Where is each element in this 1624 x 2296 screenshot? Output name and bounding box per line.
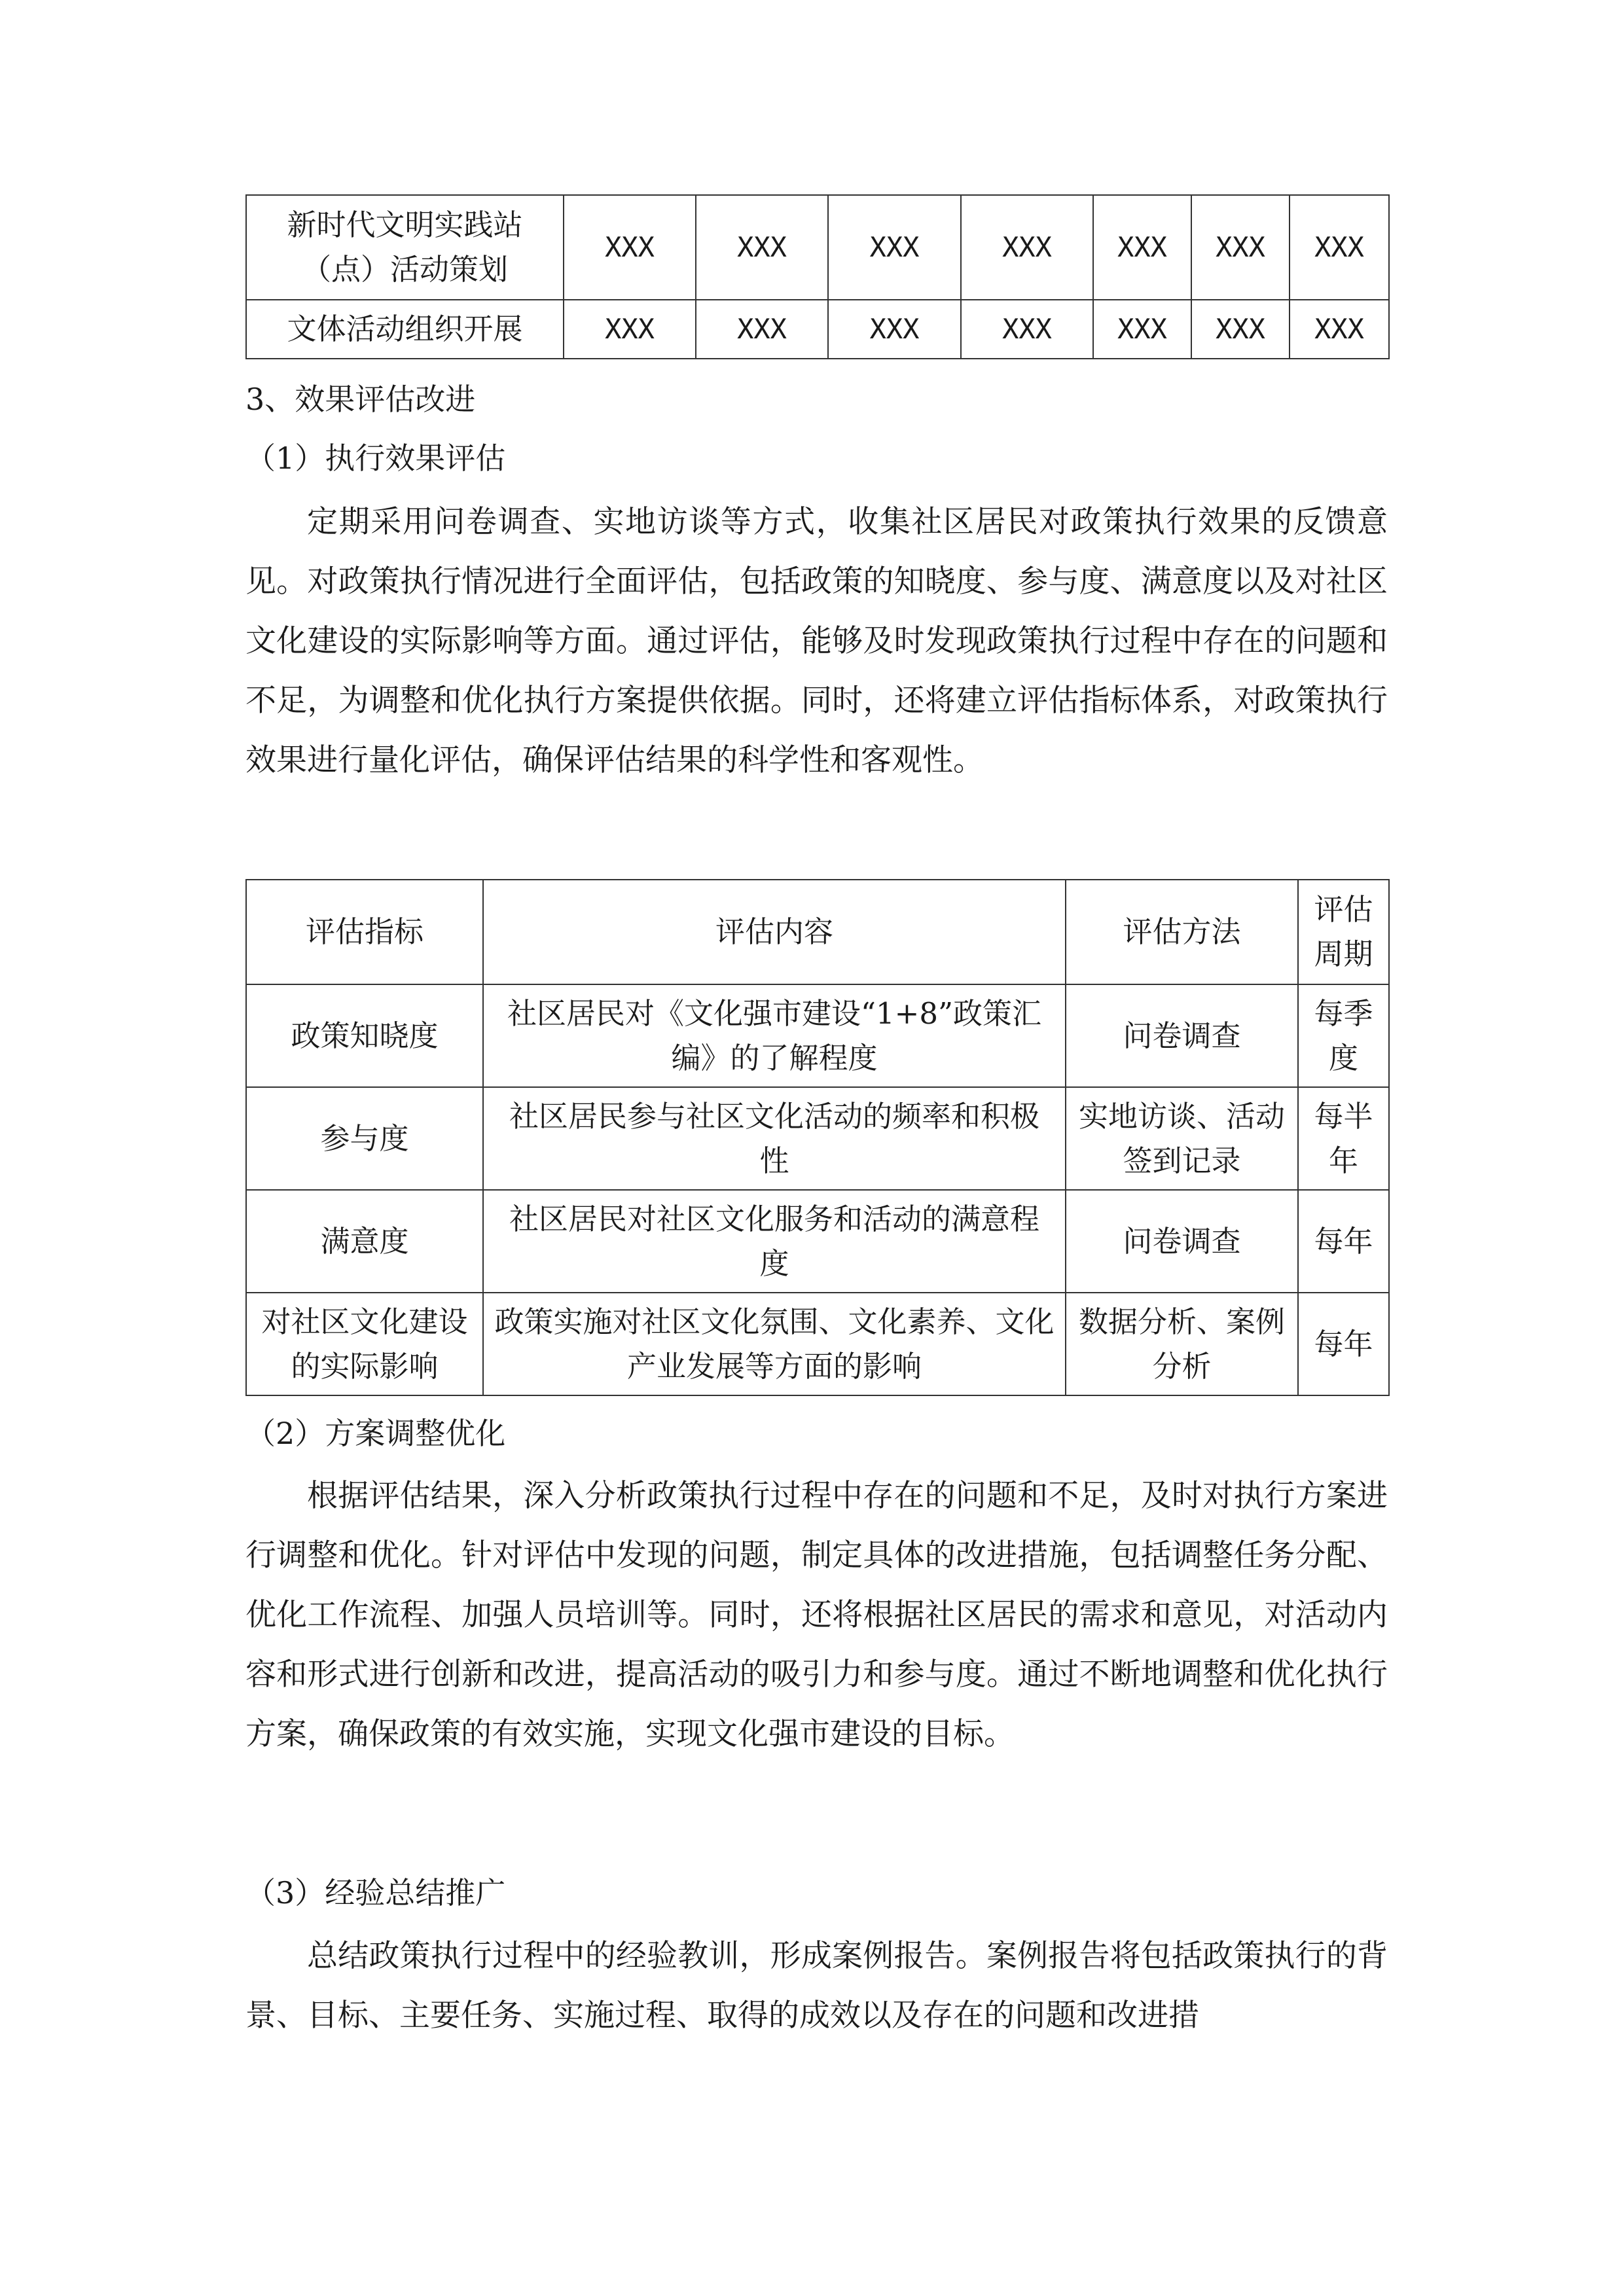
table-cell: XXX (1290, 300, 1389, 359)
column-header: 评估周期 (1298, 880, 1389, 984)
table-row (246, 984, 1389, 1087)
column-header: 评估指标 (246, 880, 483, 984)
table-row (246, 300, 1389, 359)
table-cell: XXX (696, 195, 828, 300)
table-cell: 实地访谈、活动签到记录 (1066, 1087, 1298, 1190)
table-cell: 社区居民参与社区文化活动的频率和积极性 (483, 1087, 1066, 1190)
row-label: 新时代文明实践站（点）活动策划 (246, 195, 564, 300)
table-cell: XXX (1191, 195, 1290, 300)
subsection-heading: （3）经验总结推广 (245, 1875, 506, 1910)
table-cell: 每年 (1298, 1190, 1389, 1293)
table-cell: XXX (1290, 195, 1389, 300)
table-cell: 数据分析、案例分析 (1066, 1293, 1298, 1395)
table-cell: XXX (696, 300, 828, 359)
table-cell: 社区居民对《文化强市建设“1+8”政策汇编》的了解程度 (483, 984, 1066, 1087)
table-row (246, 1293, 1389, 1395)
paragraph-adjustment: 根据评估结果，深入分析政策执行过程中存在的问题和不足，及时对执行方案进行调整和优化。针对评估中发现的问题，制定具体的改进措施，包括调整任务分配、优化工作流程、加强人员培训等。同时，还将根据社区居民的需求和意见，对活动内容和形式进行创新和改进，提高活动的吸引力和参与度。通过不断地调整和优化执行方案，确保政策的有效实施，实现文化强市建设的目标。 (245, 1478, 1388, 1752)
table-cell: XXX (1093, 195, 1191, 300)
evaluation-table (245, 879, 1390, 1396)
table-cell: 问卷调查 (1066, 984, 1298, 1087)
subsection-heading: （2）方案调整优化 (245, 1416, 506, 1451)
table-cell: 参与度 (246, 1087, 483, 1190)
activity-table (245, 194, 1390, 359)
table-row (246, 1190, 1389, 1293)
row-label: 文体活动组织开展 (246, 300, 564, 359)
table-cell: XXX (564, 195, 696, 300)
table-cell: 每季度 (1298, 984, 1389, 1087)
table-cell: 社区居民对社区文化服务和活动的满意程度 (483, 1190, 1066, 1293)
table-cell: 满意度 (246, 1190, 483, 1293)
table-cell: XXX (828, 195, 961, 300)
table-row (246, 1087, 1389, 1190)
table-cell: 政策实施对社区文化氛围、文化素养、文化产业发展等方面的影响 (483, 1293, 1066, 1395)
paragraph-summary: 总结政策执行过程中的经验教训，形成案例报告。案例报告将包括政策执行的背景、目标、主要任务、实施过程、取得的成效以及存在的问题和改进措 (245, 1938, 1388, 2034)
table-header-row (246, 880, 1389, 984)
table-cell: XXX (564, 300, 696, 359)
table-cell: XXX (828, 300, 961, 359)
paragraph-evaluation: 定期采用问卷调查、实地访谈等方式，收集社区居民对政策执行效果的反馈意见。对政策执行情况进行全面评估，包括政策的知晓度、参与度、满意度以及对社区文化建设的实际影响等方面。通过评估，能够及时发现政策执行过程中存在的问题和不足，为调整和优化执行方案提供依据。同时，还将建立评估指标体系，对政策执行效果进行量化评估，确保评估结果的科学性和客观性。 (245, 504, 1388, 778)
table-cell: XXX (1191, 300, 1290, 359)
column-header: 评估内容 (483, 880, 1066, 984)
table-cell: 对社区文化建设的实际影响 (246, 1293, 483, 1395)
table-cell: 问卷调查 (1066, 1190, 1298, 1293)
section-heading: 3、效果评估改进 (245, 382, 476, 417)
table-cell: XXX (961, 300, 1093, 359)
table-cell: 每半年 (1298, 1087, 1389, 1190)
table-cell: XXX (961, 195, 1093, 300)
column-header: 评估方法 (1066, 880, 1298, 984)
subsection-heading: （1）执行效果评估 (245, 440, 506, 476)
table-cell: 每年 (1298, 1293, 1389, 1395)
table-row (246, 195, 1389, 300)
table-cell: 政策知晓度 (246, 984, 483, 1087)
table-cell: XXX (1093, 300, 1191, 359)
